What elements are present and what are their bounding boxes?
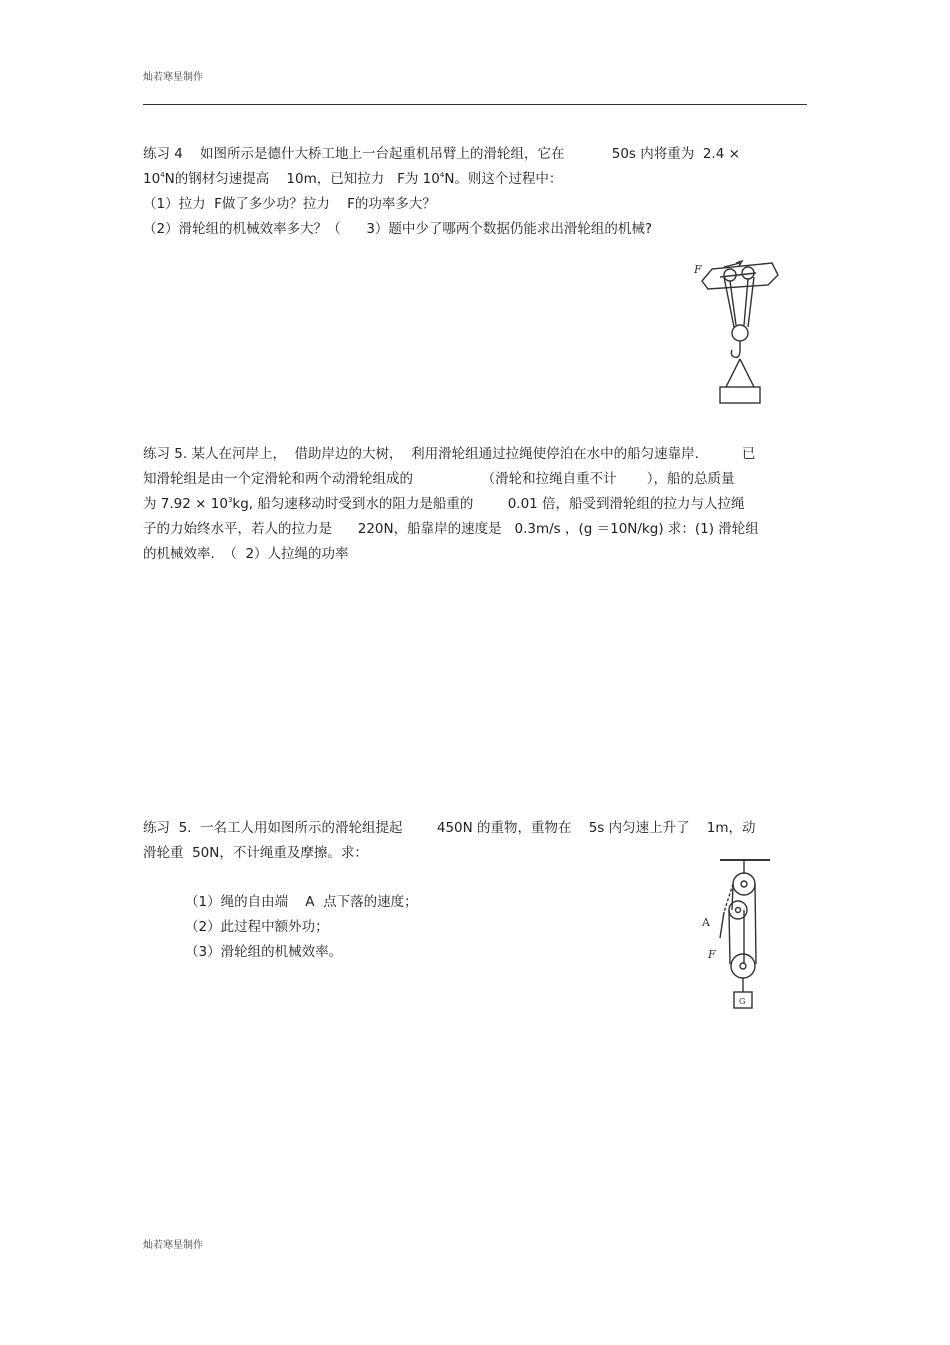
ex4-base: 10: [143, 171, 161, 187]
ex4-line-3: （1）拉力 F做了多少功？拉力 F的功率多大？: [143, 196, 436, 212]
page-footer: 灿若寒星制作: [143, 1240, 203, 1251]
ex4-line-1: 练习 4 如图所示是德什大桥工地上一台起重机吊臂上的滑轮组，它在 50s 内将重为 2.4 ×: [143, 146, 740, 162]
ex5a-line-3: [143, 495, 745, 513]
ex4-line-4: （2）滑轮组的机械效率多大？（ 3）题中少了哪两个数据仍能求出滑轮组的机械?: [143, 221, 653, 237]
crane-force-label: F: [694, 263, 702, 276]
ex5b-line-2: 滑轮重 50N，不计绳重及摩擦。求：: [143, 845, 368, 861]
ex5a-mass-exp: 3: [227, 496, 233, 504]
ex4-exp-1: 4: [160, 171, 165, 179]
weight-label: G: [739, 997, 746, 1006]
ex5b-question-1: （1）绳的自由端 A 点下落的速度；: [185, 894, 418, 910]
ex5b-question-3: （3）滑轮组的机械效率。: [185, 944, 343, 960]
force-label: F: [708, 948, 716, 961]
ex5b-question-2: （2）此过程中额外功；: [185, 919, 329, 935]
ex5a-line-2: 知滑轮组是由一个定滑轮和两个动滑轮组成的 （滑轮和拉绳自重不计 ），船的总质量: [143, 471, 735, 487]
ex5a-line-3-rest: kg, 船匀速移动时受到水的阻力是船重的 0.01 倍，船受到滑轮组的拉力与人拉绳: [232, 496, 745, 512]
ex5a-line-5: 的机械效率. （ 2）人拉绳的功率: [143, 546, 349, 562]
header-rule: [143, 104, 807, 105]
pulley-system-figure: [692, 852, 782, 1017]
page-header: 灿若寒星制作: [143, 72, 203, 83]
ex5a-mass-base: 为 7.92 × 10: [143, 496, 228, 512]
ex5b-line-1: 练习 5. 一名工人用如图所示的滑轮组提起 450N 的重物，重物在 5s 内匀速上升了 1m，动: [143, 820, 756, 836]
ex4-line-2: [143, 170, 562, 188]
ex5a-line-1: 练习 5. 某人在河岸上， 借助岸边的大树， 利用滑轮组通过拉绳使停泊在水中的船匀速靠岸. 已: [143, 446, 756, 462]
crane-pulley-figure: [690, 255, 785, 410]
ex4-end: N。则这个过程中：: [444, 171, 563, 187]
ex5a-line-4: 子的力始终水平，若人的拉力是 220N，船靠岸的速度是 0.3m/s ，(g ＝10N/kg) 求：(1) 滑轮组: [143, 521, 759, 537]
free-end-label: A: [702, 916, 710, 929]
ex4-exp-2: 4: [439, 171, 445, 179]
ex4-mid: N的钢材匀速提高 10m，已知拉力 F为 10: [164, 171, 440, 187]
